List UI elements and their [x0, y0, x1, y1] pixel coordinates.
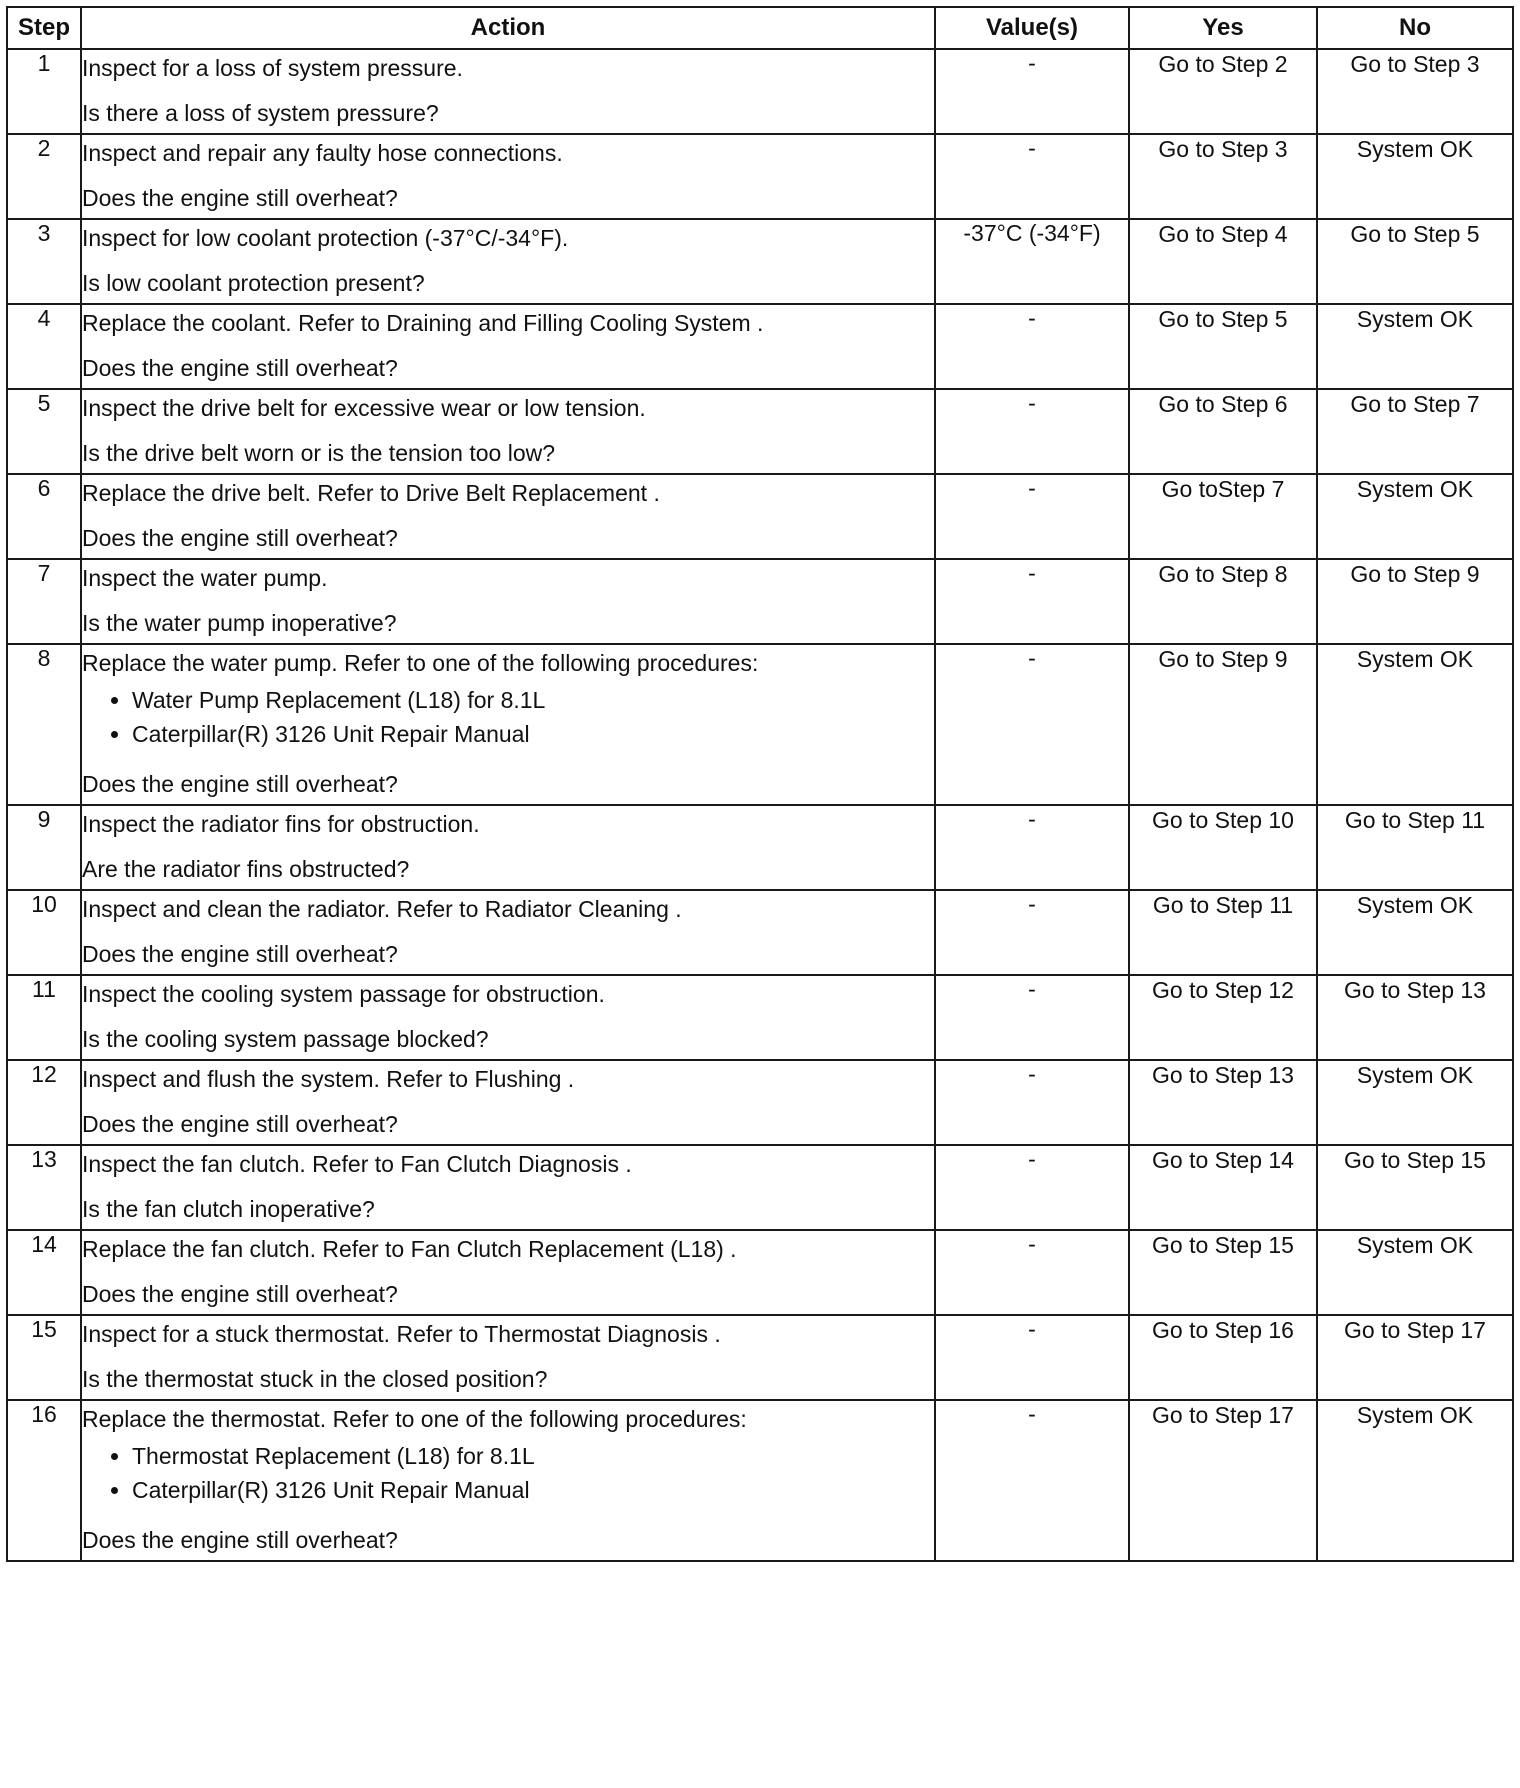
yes-result: Go to Step 16 — [1129, 1315, 1317, 1400]
diagnostic-table-container — [6, 6, 1512, 1562]
step-number: 14 — [7, 1230, 81, 1315]
action-cell — [81, 1400, 935, 1561]
header-no: No — [1317, 7, 1513, 49]
action-text: Inspect and flush the system. Refer to Flushing . — [82, 1066, 575, 1092]
action-cell — [81, 559, 935, 644]
value-cell: - — [935, 644, 1129, 805]
yes-result: Go to Step 12 — [1129, 975, 1317, 1060]
procedure-item: • Caterpillar(R) 3126 Unit Repair Manual — [132, 717, 934, 751]
step-number: 4 — [7, 304, 81, 389]
no-result: System OK — [1317, 890, 1513, 975]
no-result: Go to Step 11 — [1317, 805, 1513, 890]
table-row — [7, 134, 1513, 219]
procedure-item: • Thermostat Replacement (L18) for 8.1L — [132, 1439, 934, 1473]
action-cell — [81, 1060, 935, 1145]
table-row — [7, 1230, 1513, 1315]
table-row — [7, 1145, 1513, 1230]
action-cell — [81, 890, 935, 975]
action-cell — [81, 49, 935, 134]
value-cell: - — [935, 805, 1129, 890]
question-text: Is low coolant protection present? — [82, 270, 425, 296]
step-number: 16 — [7, 1400, 81, 1561]
step-number: 12 — [7, 1060, 81, 1145]
action-cell — [81, 389, 935, 474]
header-step: Step — [7, 7, 81, 49]
table-body — [7, 49, 1513, 1561]
yes-result: Go to Step 4 — [1129, 219, 1317, 304]
no-result: Go to Step 7 — [1317, 389, 1513, 474]
step-number: 1 — [7, 49, 81, 134]
no-result: Go to Step 9 — [1317, 559, 1513, 644]
action-cell — [81, 219, 935, 304]
table-row — [7, 1060, 1513, 1145]
no-result: System OK — [1317, 134, 1513, 219]
value-cell: - — [935, 304, 1129, 389]
action-text: Replace the fan clutch. Refer to Fan Clutch Replacement (L18) . — [82, 1236, 737, 1262]
no-result: System OK — [1317, 474, 1513, 559]
no-result: Go to Step 15 — [1317, 1145, 1513, 1230]
action-text: Inspect and clean the radiator. Refer to Radiator Cleaning . — [82, 896, 682, 922]
action-text: Replace the coolant. Refer to Draining and Filling Cooling System . — [82, 310, 764, 336]
value-cell: - — [935, 890, 1129, 975]
no-result: System OK — [1317, 644, 1513, 805]
procedure-list — [82, 1439, 934, 1507]
no-result: Go to Step 17 — [1317, 1315, 1513, 1400]
table-row — [7, 49, 1513, 134]
yes-result: Go to Step 10 — [1129, 805, 1317, 890]
value-cell: - — [935, 1400, 1129, 1561]
action-text: Replace the water pump. Refer to one of the following procedures: — [82, 650, 759, 676]
no-result: System OK — [1317, 1230, 1513, 1315]
step-number: 7 — [7, 559, 81, 644]
header-values: Value(s) — [935, 7, 1129, 49]
action-text: Inspect for low coolant protection (-37°C/-34°F). — [82, 225, 569, 251]
yes-result: Go to Step 13 — [1129, 1060, 1317, 1145]
question-text: Does the engine still overheat? — [82, 185, 398, 211]
no-result: Go to Step 3 — [1317, 49, 1513, 134]
question-text: Does the engine still overheat? — [82, 941, 398, 967]
action-text: Inspect the water pump. — [82, 565, 328, 591]
value-cell: - — [935, 1315, 1129, 1400]
question-text: Is the drive belt worn or is the tension too low? — [82, 440, 556, 466]
yes-result: Go to Step 17 — [1129, 1400, 1317, 1561]
action-cell — [81, 474, 935, 559]
procedure-list — [82, 683, 934, 751]
value-cell: - — [935, 389, 1129, 474]
question-text: Does the engine still overheat? — [82, 525, 398, 551]
value-cell: - — [935, 975, 1129, 1060]
value-cell: - — [935, 134, 1129, 219]
question-text: Is there a loss of system pressure? — [82, 100, 439, 126]
question-text: Is the water pump inoperative? — [82, 610, 397, 636]
value-cell: - — [935, 474, 1129, 559]
step-number: 15 — [7, 1315, 81, 1400]
yes-result: Go to Step 14 — [1129, 1145, 1317, 1230]
header-action: Action — [81, 7, 935, 49]
question-text: Does the engine still overheat? — [82, 771, 398, 797]
yes-result: Go to Step 5 — [1129, 304, 1317, 389]
no-result: Go to Step 5 — [1317, 219, 1513, 304]
value-cell: - — [935, 1060, 1129, 1145]
table-row — [7, 644, 1513, 805]
table-row — [7, 975, 1513, 1060]
question-text: Is the fan clutch inoperative? — [82, 1196, 375, 1222]
question-text: Is the thermostat stuck in the closed position? — [82, 1366, 548, 1392]
yes-result: Go to Step 11 — [1129, 890, 1317, 975]
action-text: Replace the drive belt. Refer to Drive Belt Replacement . — [82, 480, 660, 506]
step-number: 3 — [7, 219, 81, 304]
step-number: 5 — [7, 389, 81, 474]
action-text: Inspect for a loss of system pressure. — [82, 55, 463, 81]
table-row — [7, 1315, 1513, 1400]
action-text: Inspect the fan clutch. Refer to Fan Clutch Diagnosis . — [82, 1151, 632, 1177]
action-cell — [81, 1315, 935, 1400]
value-cell: -37°C (-34°F) — [935, 219, 1129, 304]
value-cell: - — [935, 1145, 1129, 1230]
step-number: 10 — [7, 890, 81, 975]
table-row — [7, 1400, 1513, 1561]
action-text: Inspect and repair any faulty hose connections. — [82, 140, 563, 166]
table-row — [7, 890, 1513, 975]
step-number: 9 — [7, 805, 81, 890]
yes-result: Go to Step 2 — [1129, 49, 1317, 134]
header-yes: Yes — [1129, 7, 1317, 49]
yes-result: Go to Step 9 — [1129, 644, 1317, 805]
table-row — [7, 474, 1513, 559]
no-result: Go to Step 13 — [1317, 975, 1513, 1060]
action-text: Inspect the radiator fins for obstruction. — [82, 811, 480, 837]
action-text: Inspect the cooling system passage for obstruction. — [82, 981, 605, 1007]
question-text: Is the cooling system passage blocked? — [82, 1026, 489, 1052]
procedure-item: • Water Pump Replacement (L18) for 8.1L — [132, 683, 934, 717]
action-cell — [81, 1145, 935, 1230]
diagnostic-table — [6, 6, 1514, 1562]
action-text: Replace the thermostat. Refer to one of the following procedures: — [82, 1406, 747, 1432]
action-cell — [81, 134, 935, 219]
action-cell — [81, 304, 935, 389]
yes-result: Go to Step 6 — [1129, 389, 1317, 474]
yes-result: Go to Step 3 — [1129, 134, 1317, 219]
question-text: Are the radiator fins obstructed? — [82, 856, 410, 882]
step-number: 2 — [7, 134, 81, 219]
question-text: Does the engine still overheat? — [82, 1281, 398, 1307]
value-cell: - — [935, 559, 1129, 644]
question-text: Does the engine still overheat? — [82, 355, 398, 381]
table-row — [7, 805, 1513, 890]
step-number: 8 — [7, 644, 81, 805]
question-text: Does the engine still overheat? — [82, 1111, 398, 1137]
action-cell — [81, 644, 935, 805]
no-result: System OK — [1317, 1400, 1513, 1561]
step-number: 6 — [7, 474, 81, 559]
procedure-item: • Caterpillar(R) 3126 Unit Repair Manual — [132, 1473, 934, 1507]
value-cell: - — [935, 1230, 1129, 1315]
yes-result: Go to Step 8 — [1129, 559, 1317, 644]
action-text: Inspect the drive belt for excessive wear or low tension. — [82, 395, 646, 421]
yes-result: Go to Step 15 — [1129, 1230, 1317, 1315]
no-result: System OK — [1317, 304, 1513, 389]
step-number: 13 — [7, 1145, 81, 1230]
no-result: System OK — [1317, 1060, 1513, 1145]
value-cell: - — [935, 49, 1129, 134]
table-row — [7, 559, 1513, 644]
header-row — [7, 7, 1513, 49]
action-cell — [81, 1230, 935, 1315]
question-text: Does the engine still overheat? — [82, 1527, 398, 1553]
table-row — [7, 304, 1513, 389]
step-number: 11 — [7, 975, 81, 1060]
action-cell — [81, 975, 935, 1060]
table-row — [7, 389, 1513, 474]
table-row — [7, 219, 1513, 304]
action-cell — [81, 805, 935, 890]
action-text: Inspect for a stuck thermostat. Refer to Thermostat Diagnosis . — [82, 1321, 721, 1347]
yes-result: Go toStep 7 — [1129, 474, 1317, 559]
